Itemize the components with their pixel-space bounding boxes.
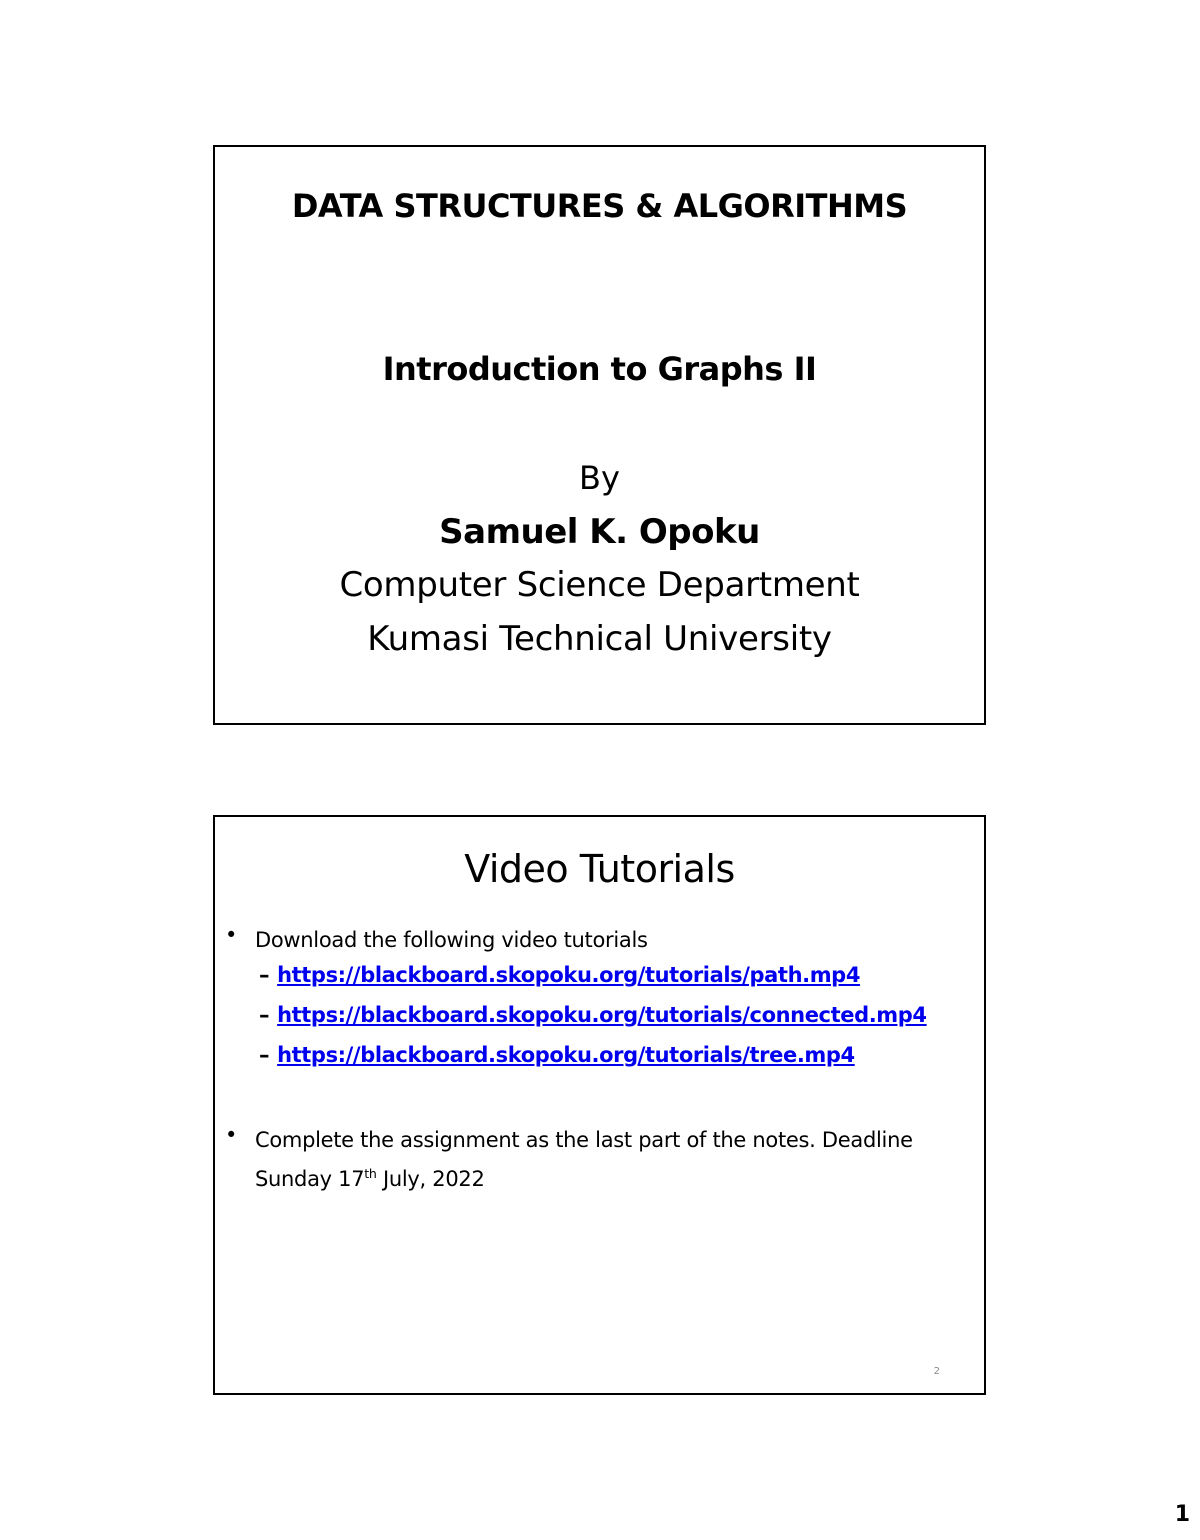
author-name: Samuel K. Opoku <box>439 512 760 552</box>
slide-title <box>213 145 986 725</box>
ordinal-suffix: th <box>364 1166 377 1181</box>
link-connected-video[interactable]: https://blackboard.skopoku.org/tutorials/connected.mp4 <box>277 1003 927 1027</box>
bullet-text: Download the following video tutorials <box>255 928 648 952</box>
course-title: DATA STRUCTURES & ALGORITHMS <box>291 187 908 225</box>
assignment-text: Complete the assignment as the last part of the notes. Deadline Sunday 17 <box>255 1128 913 1191</box>
university-name: Kumasi Technical University <box>367 619 832 659</box>
dash-icon: – <box>259 963 270 987</box>
by-label: By <box>579 459 620 497</box>
dash-icon: – <box>259 1043 270 1067</box>
link-tree-video[interactable]: https://blackboard.skopoku.org/tutorials/tree.mp4 <box>277 1043 855 1067</box>
slide-video-tutorials <box>213 815 986 1395</box>
link-item-connected <box>259 1003 927 1027</box>
department-name: Computer Science Department <box>339 565 860 605</box>
slide-number: 2 <box>933 1366 940 1377</box>
page-number: 1 <box>1174 1502 1190 1527</box>
link-item-tree <box>259 1043 855 1067</box>
bullet-icon: • <box>225 1123 238 1147</box>
bullet-text <box>255 1123 978 1196</box>
link-path-video[interactable]: https://blackboard.skopoku.org/tutorials/path.mp4 <box>277 963 861 987</box>
dash-icon: – <box>259 1003 270 1027</box>
link-item-path <box>259 963 860 987</box>
deadline-date: July, 2022 <box>376 1167 485 1191</box>
lecture-topic: Introduction to Graphs II <box>382 350 817 388</box>
bullet-icon: • <box>225 923 238 947</box>
slide-title: Video Tutorials <box>464 847 735 891</box>
